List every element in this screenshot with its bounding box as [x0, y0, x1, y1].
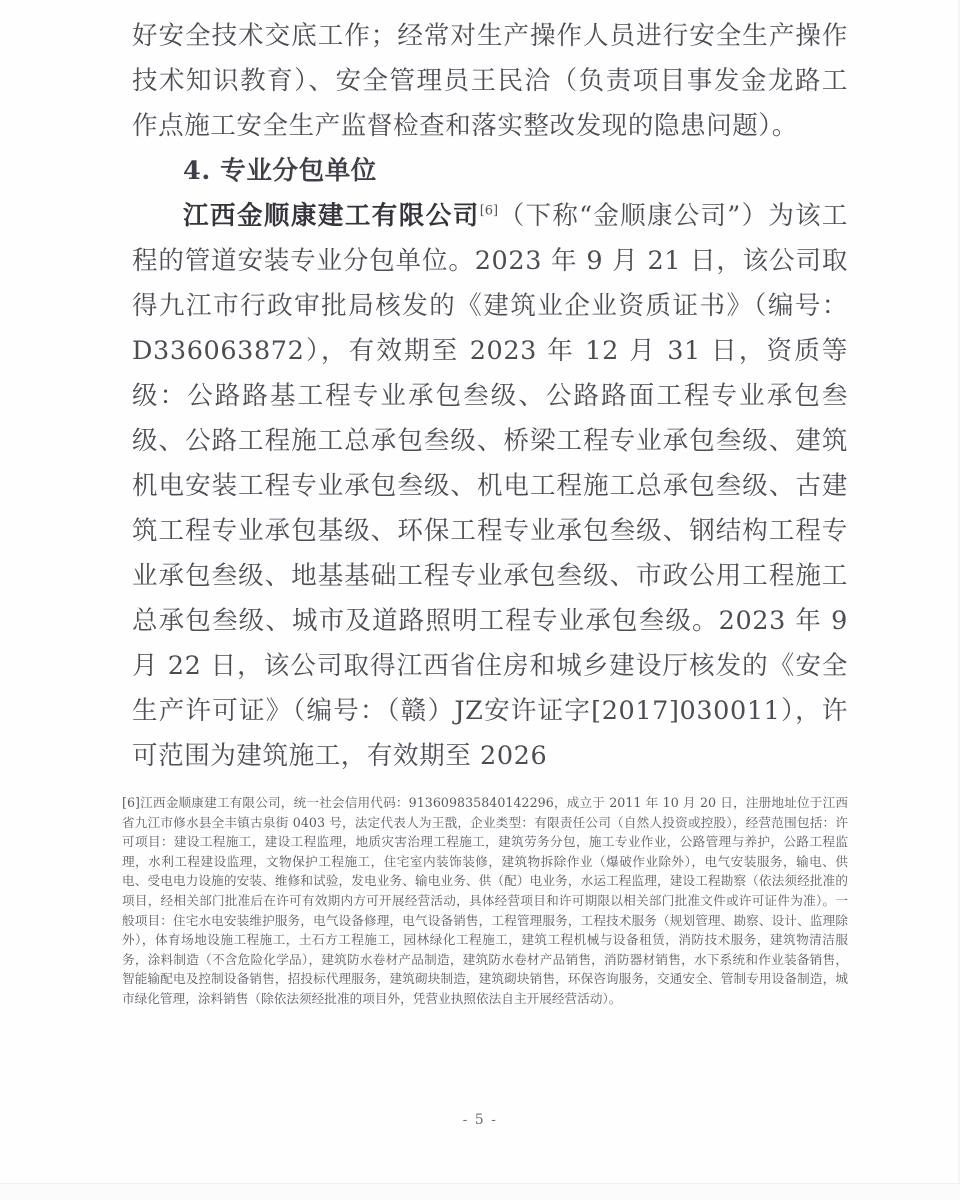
footnote-reference-marker[interactable]: [6]: [479, 203, 499, 219]
footnote-body-text: 江西金顺康建工有限公司，统一社会信用代码：913609835840142296，成立于 2011 年 10 月 20 日，注册地址位于江西省九江市修水县全丰镇古泉街 0403 号，法定代表人为王戬，企业类型：有限责任公司（自然人投资或控股），经营范围包括：许可项目：建设工程施工，建设工程监理，地质灾害治理工程施工，建筑劳务分包，施工专业作业，公路管理与养护，公路工程监理，水利工程建设监理，文物保护工程施工，住宅室内装饰装修，建筑物拆除作业（爆破作业除外），电气安装服务，输电、供电、受电电力设施的安装、维修和试验，发电业务、输电业务、供（配）电业务，水运工程监理，建设工程勘察（依法须经批准的项目，经相关部门批准后在许可有效期内方可开展经营活动，具体经营项目和许可期限以相关部门批准文件或许可证件为准）。一般项目：住宅水电安装维护服务，电气设备修理，电气设备销售，工程管理服务，工程技术服务（规划管理、勘察、设计、监理除外），体育场地设施工程施工，土石方工程施工，园林绿化工程施工，建筑工程机械与设备租赁，消防技术服务，建筑物清洁服务，涂料制造（不含危险化学品），建筑防水卷材产品制造，建筑防水卷材产品销售，消防器材销售，水下系统和作业装备销售，智能输配电及控制设备销售，招投标代理服务，建筑砌块制造，建筑砌块销售，环保咨询服务，交通安全、管制专用设备制造，城市绿化管理，涂料销售（除依法须经批准的项目外，凭营业执照依法自主开展经营活动）。: [122, 795, 848, 1006]
footnote-marker: [6]: [122, 795, 140, 810]
paragraph-continued-from-previous-page: 好安全技术交底工作；经常对生产操作人员进行安全生产操作技术知识教育）、安全管理员王民洽（负责项目事发金龙路工作点施工安全生产监督检查和落实整改发现的隐患问题）。: [132, 21, 848, 141]
footnote-entry-6: [122, 793, 848, 1009]
paragraph-subcontractor: [132, 194, 848, 779]
next-page-edge: [0, 1183, 960, 1200]
page-number: - 5 -: [462, 1112, 498, 1128]
paragraph-subcontractor-text: （下称“金顺康公司”）为该工程的管道安装专业分包单位。2023 年 9 月 21 日，该公司取得九江市行政审批局核发的《建筑业企业资质证书》（编号：D336063872），有效期至 2023 年 12 月 31 日，资质等级：公路路基工程专业承包叁级、公路路面工程专业承包叁级、公路工程施工总承包叁级、桥梁工程专业承包叁级、建筑机电安装工程专业承包叁级、机电工程施工总承包叁级、古建筑工程专业承包基级、环保工程专业承包叁级、钢结构工程专业承包叁级、地基基础工程专业承包叁级、市政公用工程施工总承包叁级、城市及道路照明工程专业承包叁级。2023 年 9 月 22 日，该公司取得江西省住房和城乡建设厅核发的《安全生产许可证》（编号：（赣）JZ安许证字[2017]030011），许可范围为建筑施工，有效期至 2026: [132, 201, 848, 771]
section-heading-4: 4. 专业分包单位: [183, 156, 377, 186]
footnote-area: [122, 793, 848, 1009]
organization-name: 江西金顺康建工有限公司: [183, 201, 480, 231]
body-content: [132, 14, 848, 779]
